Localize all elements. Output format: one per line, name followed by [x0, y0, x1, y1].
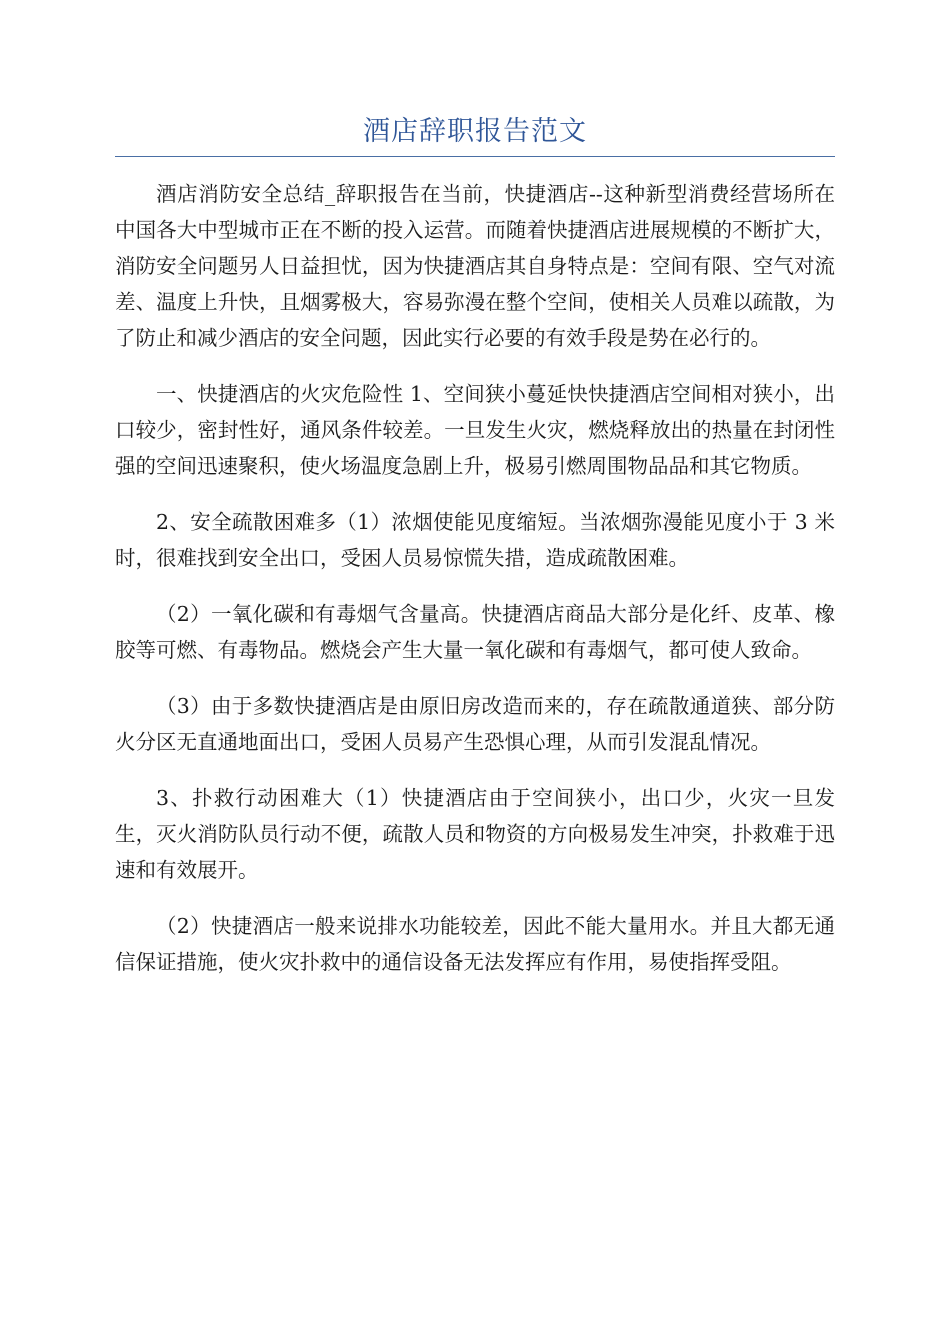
document-body [115, 176, 835, 1000]
paragraph-toxic-gas: （2）一氧化碳和有毒烟气含量高。快捷酒店商品大部分是化纤、皮革、橡胶等可燃、有毒物品。燃烧会产生大量一氧化碳和有毒烟气，都可使人致命。 [115, 602, 835, 662]
paragraph-fire-risk: 一、快捷酒店的火灾危险性 1、空间狭小蔓延快快捷酒店空间相对狭小，出口较少，密封性好，通风条件较差。一旦发生火灾，燃烧释放出的热量在封闭性强的空间迅速聚积，使火场温度急剧上升，极易引燃周围物品品和其它物质。 [115, 382, 835, 478]
page-title: 酒店辞职报告范文 [363, 116, 587, 147]
title-block [115, 112, 835, 157]
paragraph-renovated-buildings: （3）由于多数快捷酒店是由原旧房改造而来的，存在疏散通道狭、部分防火分区无直通地面出口，受困人员易产生恐惧心理，从而引发混乱情况。 [115, 694, 835, 754]
paragraph-evacuation: 2、安全疏散困难多（1）浓烟使能见度缩短。当浓烟弥漫能见度小于 3 米时，很难找到安全出口，受困人员易惊慌失措，造成疏散困难。 [115, 510, 835, 570]
paragraph-drainage-communication: （2）快捷酒店一般来说排水功能较差，因此不能大量用水。并且大都无通信保证措施，使火灾扑救中的通信设备无法发挥应有作用，易使指挥受阻。 [115, 914, 835, 974]
paragraph-intro: 酒店消防安全总结_辞职报告在当前，快捷酒店--这种新型消费经营场所在中国各大中型城市正在不断的投入运营。而随着快捷酒店进展规模的不断扩大，消防安全问题另人日益担忧，因为快捷酒店其自身特点是：空间有限、空气对流差、温度上升快，且烟雾极大，容易弥漫在整个空间，使相关人员难以疏散，为了防止和减少酒店的安全问题，因此实行必要的有效手段是势在必行的。 [115, 182, 835, 350]
paragraph-rescue-difficulty: 3、扑救行动困难大（1）快捷酒店由于空间狭小，出口少，火灾一旦发生，灭火消防队员行动不便，疏散人员和物资的方向极易发生冲突，扑救难于迅速和有效展开。 [115, 786, 835, 882]
